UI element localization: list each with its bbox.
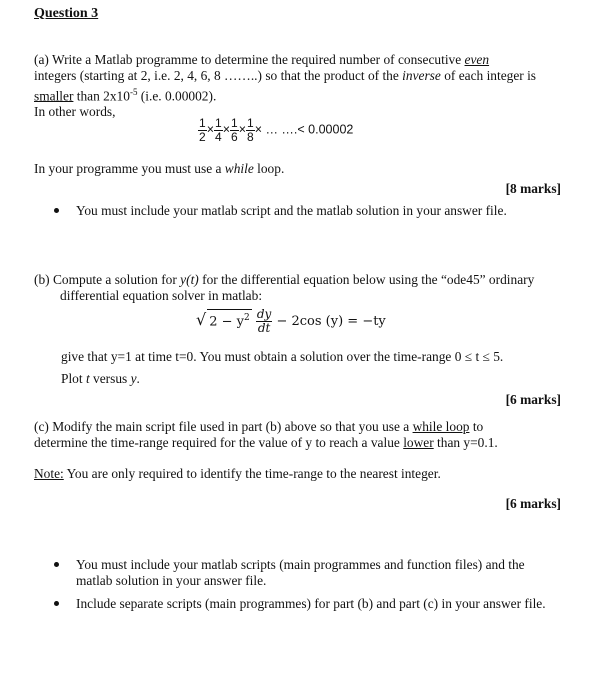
final-bullet-scripts: You must include your matlab scripts (main programmes and function files) and the matlab solution in your answer file. (56, 557, 561, 589)
part-a-bullet: You must include your matlab script and the matlab solution in your answer file. (56, 203, 561, 219)
final-bullet-separate: Include separate scripts (main programmes) for part (b) and part (c) in your answer file. (56, 596, 561, 612)
inverse-product-formula: $\frac{1}{2}$ × $\frac{1}{4}$ × $\frac{1}{6}$ × $\frac{1}{8}$ × … ….< 0.00002 (199, 116, 354, 144)
question-title: Question 3 (34, 6, 99, 21)
bullet-dot (54, 601, 59, 606)
while-loop-instruction: In your programme you must use a while loop. (34, 161, 285, 176)
bullet-dot (54, 208, 59, 213)
part-c-text: (c) Modify the main script file used in part (b) above so that you use a while loop to determine the time-range required for the value of y to reach a value lower than y=0.1. (34, 419, 498, 450)
part-a-text: (a) Write a Matlab programme to determine the required number of consecutive even integers (starting at 2, i.e. 2, 4, 6, 8 ……..) so that the product of the inverse of each integer is smaller than $2x10^{-5}$ (i.e. 0.00002). In other words, (34, 52, 537, 120)
bullet-dot (54, 562, 59, 567)
note-text: Note: You are only required to identify the time-range to the nearest integer. (34, 466, 441, 481)
part-b-marks: [6 marks] (505, 392, 561, 407)
initial-condition-text: give that y=1 at time t=0. You must obtain a solution over the time-range 0 ≤ t ≤ 5. (61, 349, 504, 364)
plot-instruction: Plot t versus y. (61, 371, 140, 386)
part-b-text: (b) Compute a solution for y(t) for the differential equation below using the “ode45” ordinary differential equation solver in matlab: (34, 272, 535, 303)
part-c-marks: [6 marks] (505, 496, 561, 511)
differential-equation: √ $2 - y^2$ $\frac{dy}{dt}$ − 2cos (y) = −ty (196, 307, 386, 335)
part-a-marks: [8 marks] (505, 181, 561, 196)
